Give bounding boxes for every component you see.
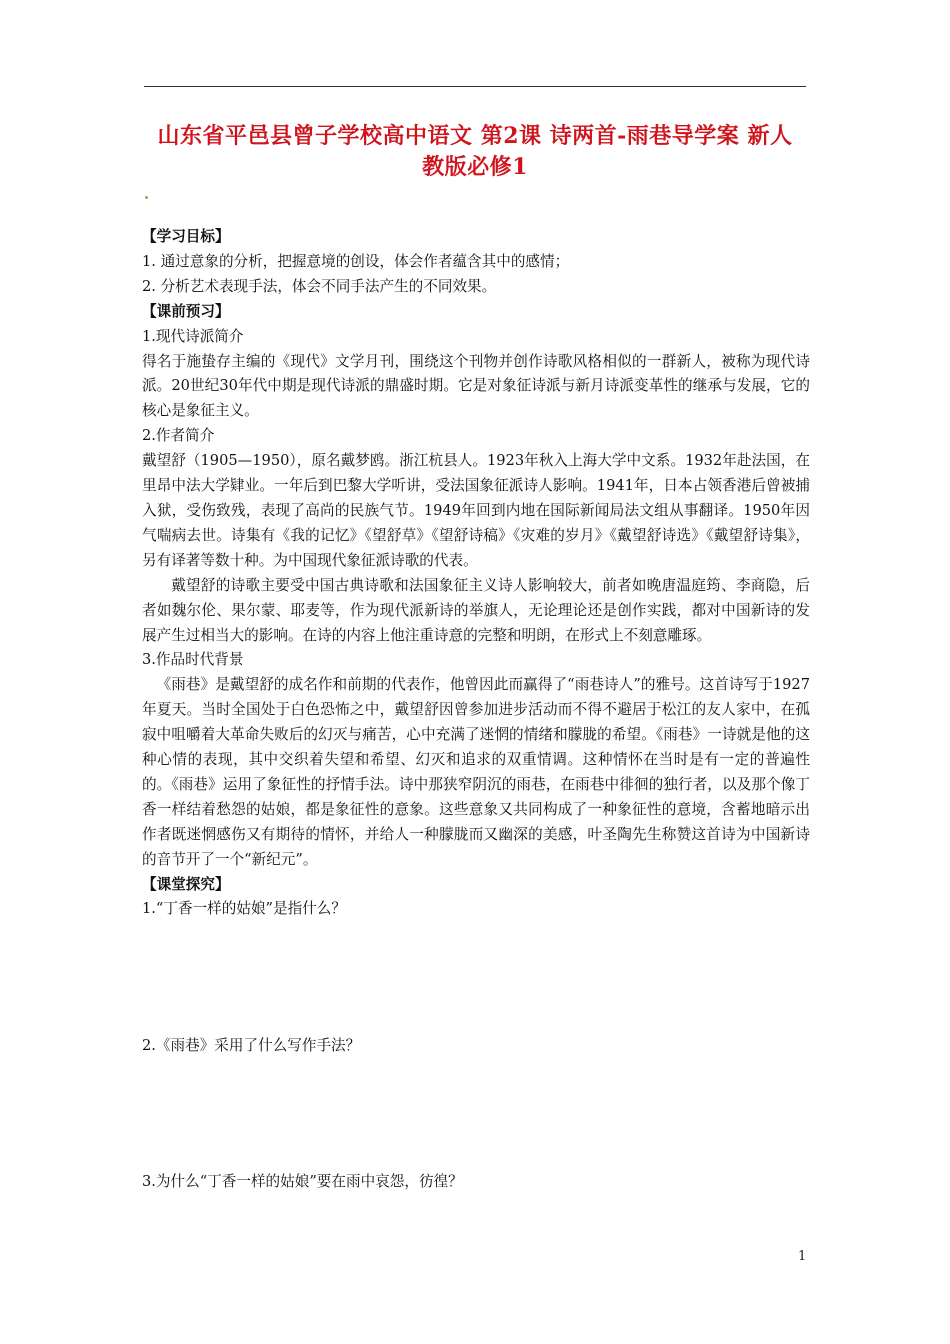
goal-item-2: 2. 分析艺术表现手法，体会不同手法产生的不同效果。 <box>142 277 497 295</box>
author-paragraph-2: 戴望舒的诗歌主要受中国古典诗歌和法国象征主义诗人影响较大，前者如晚唐温庭筠、李商隐，后者如魏尔伦、果尔蒙、耶麦等，作为现代派新诗的举旗人，无论理论还是创作实践，都对中国新诗的发展产生过相当大的影响。在诗的内容上他注重诗意的完整和明朗，在形式上不刻意雕琢。 <box>142 576 810 644</box>
goals-heading: 【学习目标】 <box>142 228 230 245</box>
inquiry-heading: 【课堂探究】 <box>142 875 230 893</box>
school-paragraph: 得名于施蛰存主编的《现代》文学月刊，围绕这个刊物并创作诗歌风格相似的一群新人，被称为现代诗派。20世纪30年代中期是现代诗派的鼎盛时期。它是对象征诗派与新月诗派变革性的继承与发展，它的核心是象征主义。 <box>142 352 810 420</box>
school-heading: 1.现代诗派简介 <box>142 327 244 345</box>
question-3: 3.为什么“丁香一样的姑娘”要在雨中哀怨，彷徨？ <box>142 1173 463 1191</box>
page-number: 1 <box>798 1249 807 1264</box>
question-2: 2.《雨巷》采用了什么写作手法？ <box>142 1037 361 1055</box>
title-line-2: 教版必修1 <box>422 154 528 180</box>
stray-dot-mark <box>145 196 148 199</box>
author-heading: 2.作者简介 <box>142 427 215 445</box>
author-paragraph: 戴望舒（1905—1950），原名戴梦鸥。浙江杭县人。1923年秋入上海大学中文系。1932年赴法国，在里昂中法大学肄业。一年后到巴黎大学听讲，受法国象征派诗人影响。1941年，日本占领香港后曾被捕入狱，受伤致残，表现了高尚的民族气节。1949年回到内地在国际新闻局法文组从事翻译。1950年因气喘病去世。诗集有《我的记忆》《望舒草》《望舒诗稿》《灾难的岁月》《戴望舒诗选》《戴望舒诗集》，另有译著等数十种。为中国现代象征派诗歌的代表。 <box>142 452 810 569</box>
title-line-1: 山东省平邑县曾子学校高中语文 第2课 诗两首-雨巷导学案 新人 <box>157 123 793 149</box>
header-rule <box>144 86 806 87</box>
background-paragraph: 《雨巷》是戴望舒的成名作和前期的代表作，他曾因此而赢得了“雨巷诗人”的雅号。这首诗写于1927年夏天。当时全国处于白色恐怖之中，戴望舒因曾参加进步活动而不得不避居于松江的友人家中，在孤寂中咀嚼着大革命失败后的幻灭与痛苦，心中充满了迷惘的情绪和朦胧的希望。《雨巷》一诗就是他的这种心情的表现，其中交织着失望和希望、幻灭和追求的双重情调。这种情怀在当时是有一定的普遍性的。《雨巷》运用了象征性的抒情手法。诗中那狭窄阴沉的雨巷，在雨巷中徘徊的独行者，以及那个像丁香一样结着愁怨的姑娘，都是象征性的意象。这些意象又共同构成了一种象征性的意境，含蓄地暗示出作者既迷惘感伤又有期待的情怀，并给人一种朦胧而又幽深的美感，叶圣陶先生称赞这首诗为中国新诗的音节开了一个“新纪元”。 <box>142 676 810 868</box>
question-1: 1.“丁香一样的姑娘”是指什么？ <box>142 900 346 918</box>
background-heading: 3.作品时代背景 <box>142 651 244 669</box>
document-body <box>142 225 810 1195</box>
preview-heading: 【课前预习】 <box>142 302 230 320</box>
goal-item-1: 1. 通过意象的分析，把握意境的创设，体会作者蕴含其中的感情； <box>142 252 570 270</box>
page-title <box>110 121 840 183</box>
